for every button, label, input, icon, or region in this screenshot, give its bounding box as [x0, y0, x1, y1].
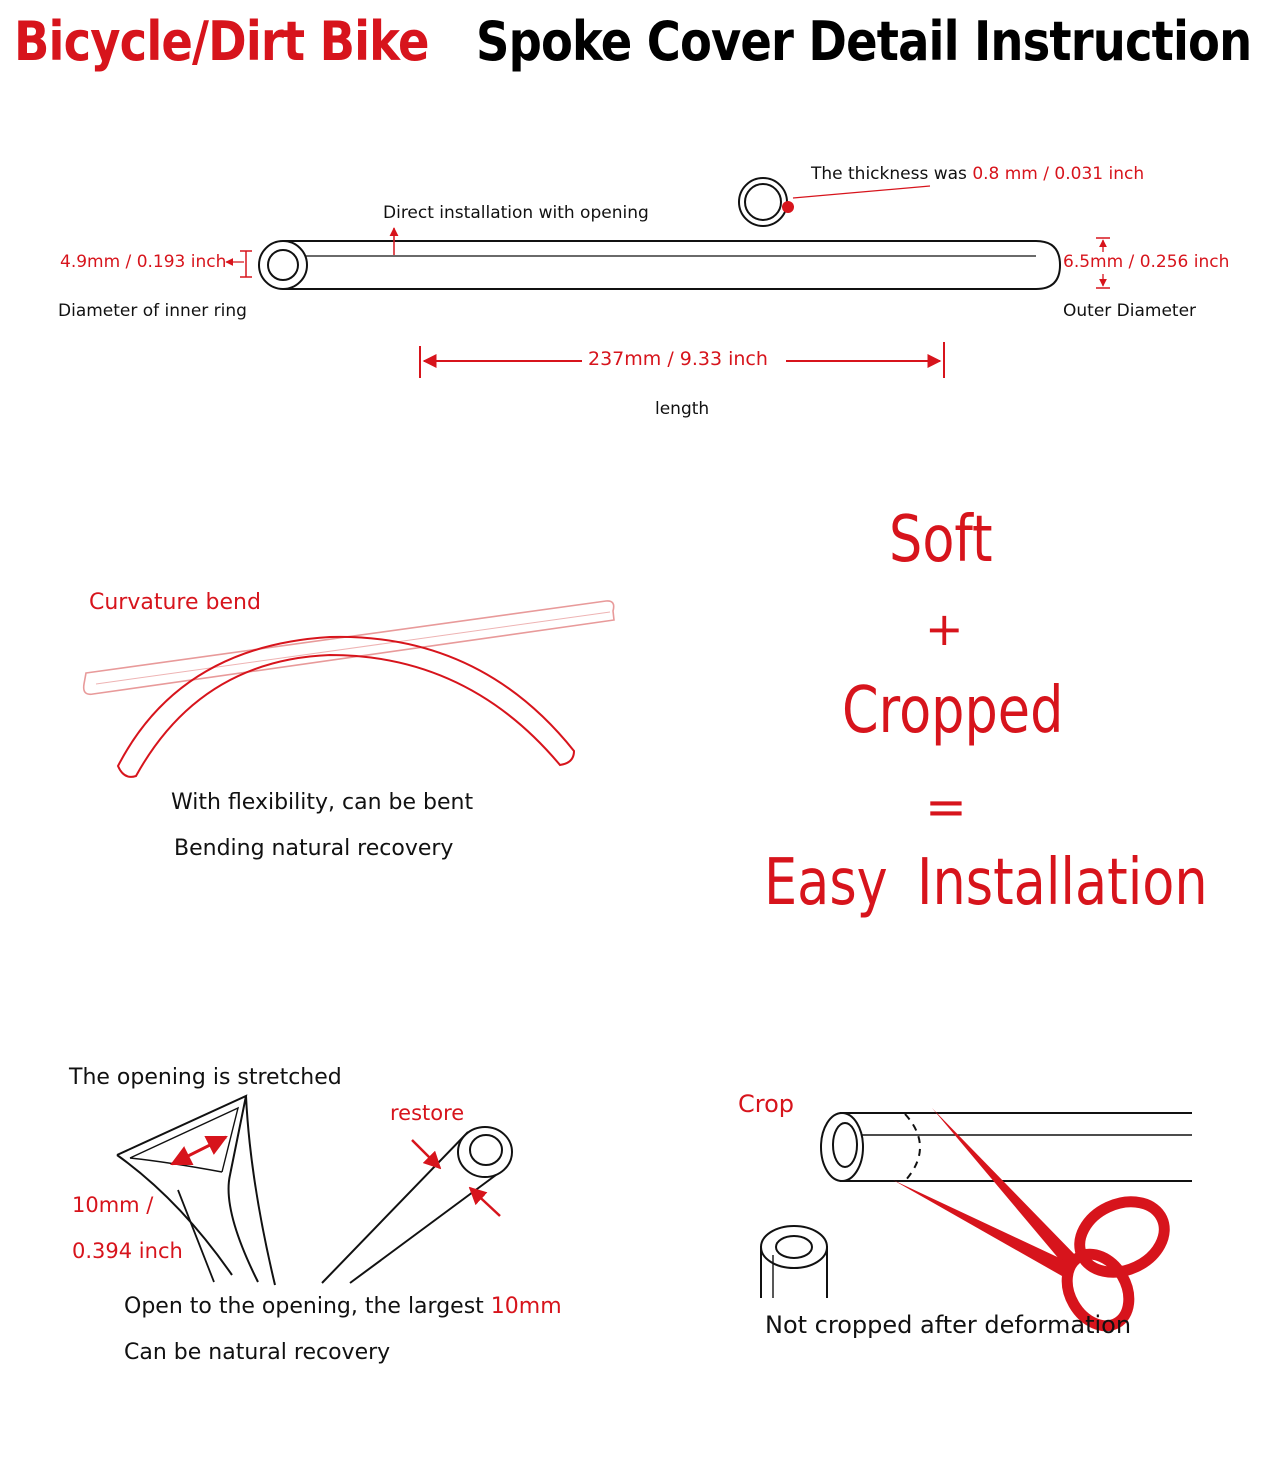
bend-heading: Curvature bend	[89, 590, 261, 615]
equation-soft: Soft	[889, 503, 993, 577]
thickness-label: The thickness was 0.8 mm / 0.031 inch	[811, 164, 1145, 184]
bend-line2: Bending natural recovery	[174, 836, 454, 861]
equation-equals: =	[925, 778, 967, 836]
opening-size-line2: 0.394 inch	[72, 1239, 183, 1263]
restore-label: restore	[390, 1101, 465, 1125]
inner-diameter-label: Diameter of inner ring	[58, 301, 247, 321]
crop-diagram	[761, 1108, 1192, 1337]
opening-caption1-value: 10mm	[490, 1294, 562, 1319]
crop-heading: Crop	[738, 1090, 795, 1118]
thickness-value: 0.8 mm / 0.031 inch	[972, 164, 1145, 184]
opening-heading: The opening is stretched	[69, 1065, 342, 1090]
opening-size-line1: 10mm /	[72, 1193, 154, 1217]
ring-inner	[745, 184, 781, 220]
inner-diameter-value: 4.9mm / 0.193 inch	[60, 252, 227, 272]
scissors-icon	[893, 1108, 1176, 1337]
outer-diameter-value: 6.5mm / 0.256 inch	[1063, 252, 1230, 272]
crop-caption: Not cropped after deformation	[765, 1311, 1132, 1339]
title-black: Spoke Cover Detail Instruction	[476, 10, 1252, 73]
equation-plus: +	[925, 602, 964, 656]
bend-line1: With flexibility, can be bent	[171, 790, 474, 815]
bend-diagram	[84, 601, 614, 777]
length-value: 237mm / 9.33 inch	[588, 348, 768, 370]
direct-installation-label: Direct installation with opening	[383, 203, 649, 223]
ring-outer	[739, 178, 787, 226]
opening-caption1: Open to the opening, the largest 10mm	[124, 1294, 562, 1319]
equation-easy: Easy	[764, 846, 888, 920]
tube-end-outer	[259, 241, 307, 289]
title-red: Bicycle/Dirt Bike	[14, 10, 429, 73]
equation-installation: Installation	[917, 846, 1208, 920]
length-label: length	[655, 399, 710, 419]
outer-diameter-label: Outer Diameter	[1063, 301, 1197, 321]
thickness-dot	[782, 201, 794, 213]
equation-cropped: Cropped	[842, 674, 1064, 748]
opening-caption2: Can be natural recovery	[124, 1340, 391, 1365]
